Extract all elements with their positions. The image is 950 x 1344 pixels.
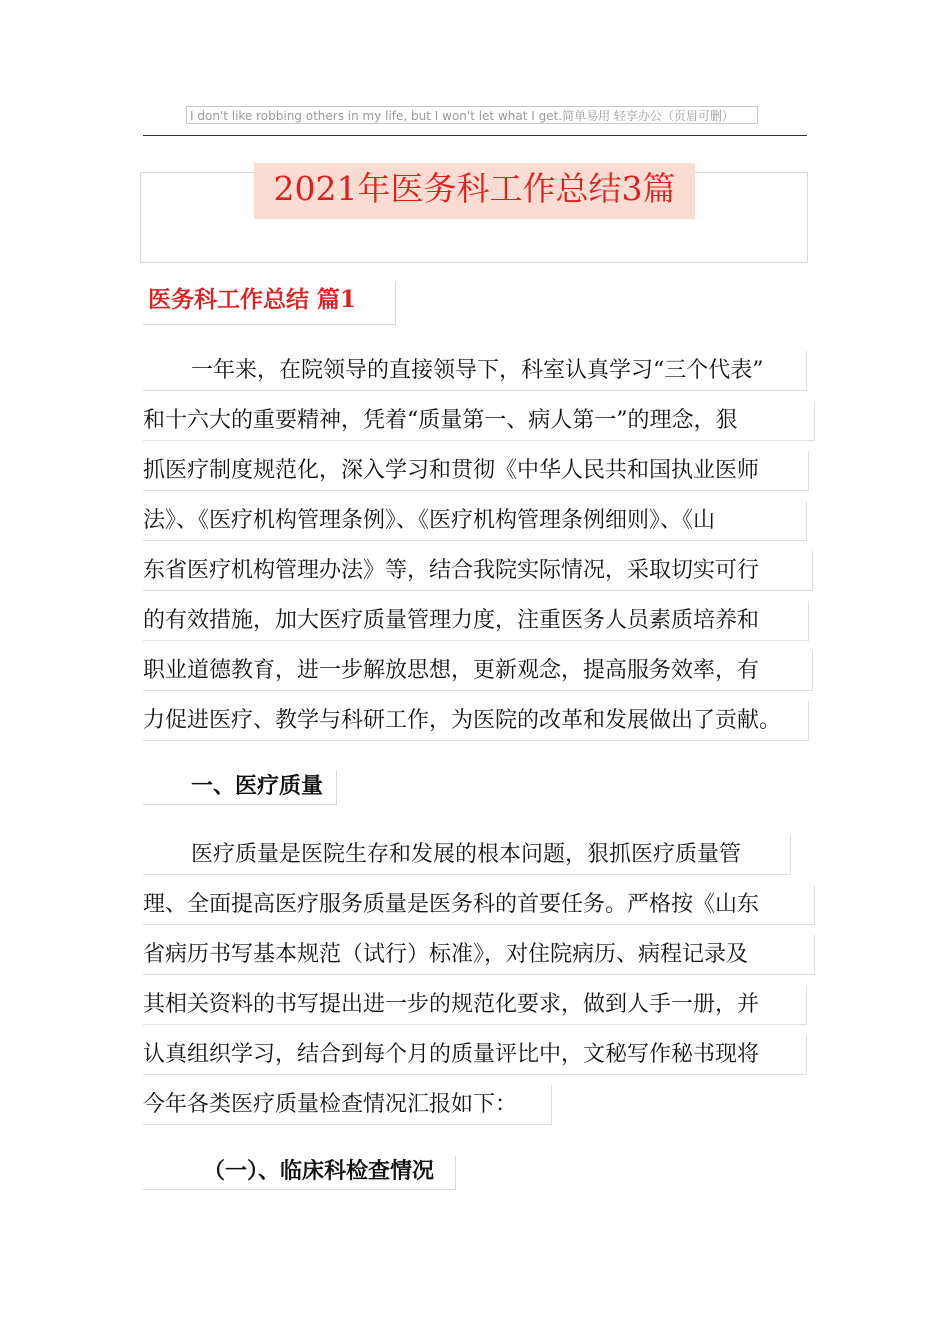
paragraph-line: 法》、《医疗机构管理条例》、《医疗机构管理条例细则》、《山	[143, 501, 807, 541]
paragraph-line: 职业道德教育，进一步解放思想，更新观念，提高服务效率，有	[143, 651, 813, 691]
paragraph-line: 抓医疗制度规范化，深入学习和贯彻《中华人民共和国执业医师	[143, 451, 809, 491]
subheading-medical-quality: 一、医疗质量	[143, 771, 337, 805]
subheading-clinical-inspection: （一）、临床科检查情况	[143, 1156, 456, 1190]
paragraph-line: 力促进医疗、教学与科研工作，为医院的改革和发展做出了贡献。	[143, 701, 809, 741]
page-header-text: I don't like robbing others in my life, but I won't let what I get.简单易用 轻享办公（页眉可删）	[186, 106, 758, 124]
paragraph-line: 其相关资料的书写提出进一步的规范化要求，做到人手一册，并	[143, 985, 807, 1025]
paragraph-line: 一年来，在院领导的直接领导下，科室认真学习“三个代表”	[143, 351, 807, 391]
paragraph-line: 省病历书写基本规范（试行）标准》，对住院病历、病程记录及	[143, 935, 815, 975]
paragraph-line: 医疗质量是医院生存和发展的根本问题，狠抓医疗质量管	[143, 835, 791, 875]
section-heading: 医务科工作总结 篇1	[143, 282, 396, 325]
paragraph-line: 东省医疗机构管理办法》等，结合我院实际情况，采取切实可行	[143, 551, 813, 591]
paragraph-line: 和十六大的重要精神，凭着“质量第一、病人第一”的理念，狠	[143, 401, 815, 441]
paragraph-line: 的有效措施，加大医疗质量管理力度，注重医务人员素质培养和	[143, 601, 809, 641]
paragraph-line: 今年各类医疗质量检查情况汇报如下：	[143, 1085, 552, 1125]
paragraph-line: 认真组织学习，结合到每个月的质量评比中，文秘写作秘书现将	[143, 1035, 807, 1075]
document-title: 2021年医务科工作总结3篇	[254, 163, 695, 219]
paragraph-line: 理、全面提高医疗服务质量是医务科的首要任务。严格按《山东	[143, 885, 815, 925]
header-divider	[143, 135, 807, 136]
